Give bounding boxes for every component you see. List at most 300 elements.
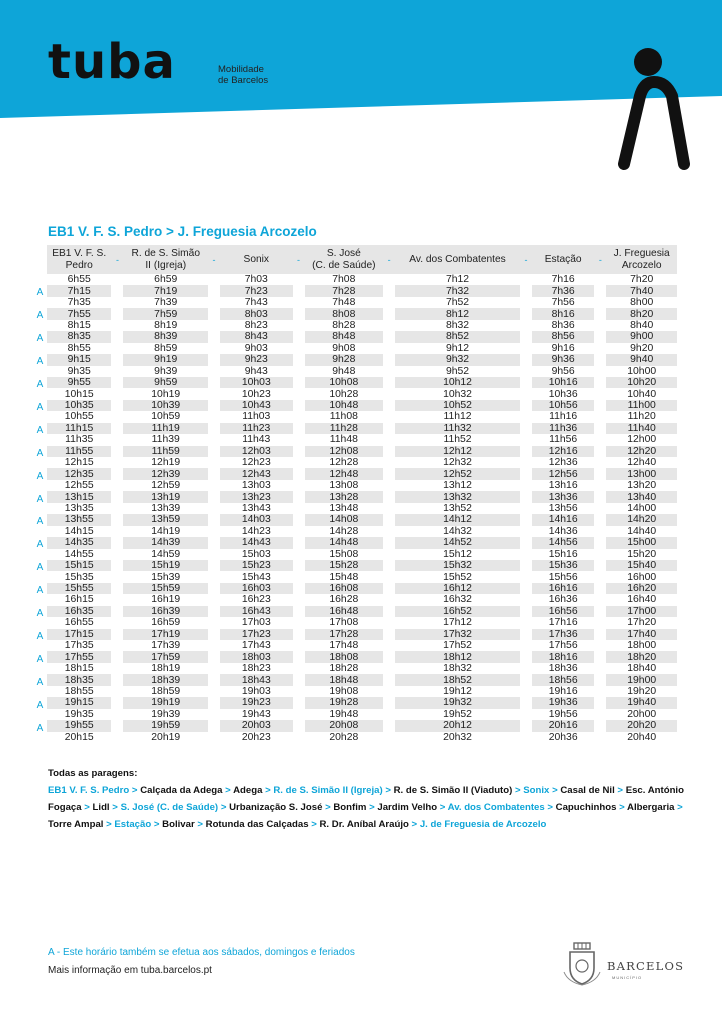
table-row xyxy=(47,343,677,354)
time-cell: 14h32 xyxy=(443,525,472,537)
cell-spacer xyxy=(208,514,220,525)
time-cell: 11h39 xyxy=(151,434,180,446)
cell-spacer xyxy=(594,651,606,662)
time-cell: 7h03 xyxy=(244,274,268,286)
cell-spacer xyxy=(520,674,532,685)
time-cell: 9h48 xyxy=(332,365,356,377)
time-cell: 8h16 xyxy=(532,308,594,319)
cell-spacer xyxy=(383,606,395,617)
cell-spacer xyxy=(383,366,395,377)
cell-spacer xyxy=(293,629,305,640)
stop-name: EB1 V. F. S. Pedro xyxy=(48,785,130,796)
cell-spacer xyxy=(293,526,305,537)
column-header xyxy=(47,245,111,274)
cell-spacer xyxy=(293,377,305,388)
stop-name: Casal de Nil xyxy=(560,785,615,796)
cell-spacer xyxy=(594,446,606,457)
weekend-marker: A xyxy=(36,699,44,711)
cell-spacer xyxy=(293,388,305,399)
cell-spacer xyxy=(111,446,123,457)
table-row xyxy=(47,537,677,548)
cell-spacer xyxy=(208,686,220,697)
time-cell: 8h12 xyxy=(395,308,520,319)
cell-spacer xyxy=(111,343,123,354)
cell-spacer xyxy=(520,331,532,342)
stop-arrow: > xyxy=(84,802,90,813)
time-cell: 12h12 xyxy=(395,446,520,457)
time-cell: 18h35 xyxy=(47,674,111,685)
cell-spacer xyxy=(594,686,606,697)
stop-arrow: > xyxy=(619,802,625,813)
time-cell: 8h52 xyxy=(395,331,520,342)
weekend-marker: A xyxy=(36,379,44,391)
cell-spacer xyxy=(293,514,305,525)
cell-spacer xyxy=(520,503,532,514)
cell-spacer xyxy=(111,594,123,605)
cell-spacer xyxy=(208,480,220,491)
cell-spacer xyxy=(111,354,123,365)
cell-spacer xyxy=(594,423,606,434)
weekend-marker: A xyxy=(36,608,44,620)
time-cell: 20h23 xyxy=(241,731,271,743)
time-cell: 9h23 xyxy=(220,354,292,365)
cell-spacer xyxy=(520,480,532,491)
time-cell: 14h03 xyxy=(220,514,292,525)
cell-spacer xyxy=(520,423,532,434)
time-cell: 14h19 xyxy=(151,525,181,537)
time-cell: 8h20 xyxy=(606,308,677,319)
cell-spacer xyxy=(293,617,305,628)
cell-spacer xyxy=(293,331,305,342)
time-cell: 15h15 xyxy=(47,560,111,571)
table-row xyxy=(47,629,677,640)
time-cell: 11h12 xyxy=(443,411,472,423)
stop-name: Capuchinhos xyxy=(555,802,617,813)
time-cell: 17h12 xyxy=(443,617,472,629)
time-cell: 19h16 xyxy=(548,685,578,697)
time-cell: 20h32 xyxy=(443,731,472,743)
time-cell: 17h00 xyxy=(606,606,677,617)
table-row xyxy=(47,732,677,743)
cell-spacer xyxy=(111,640,123,651)
cell-spacer xyxy=(520,343,532,354)
time-cell: 10h59 xyxy=(151,411,181,423)
cell-spacer xyxy=(293,400,305,411)
cell-spacer xyxy=(594,388,606,399)
time-cell: 7h43 xyxy=(244,297,268,309)
cell-spacer xyxy=(111,651,123,662)
column-separator: - xyxy=(293,245,305,274)
time-cell: 9h36 xyxy=(532,354,594,365)
cell-spacer xyxy=(383,480,395,491)
time-cell: 11h36 xyxy=(532,423,594,434)
time-cell: 18h16 xyxy=(532,651,594,662)
stop-name: Bolivar xyxy=(162,819,195,830)
stop-arrow: > xyxy=(220,802,227,813)
table-row xyxy=(47,423,677,434)
stop-name: J. de Freguesia de Arcozelo xyxy=(419,819,547,830)
cell-spacer xyxy=(208,331,220,342)
cell-spacer xyxy=(594,514,606,525)
cell-spacer xyxy=(520,468,532,479)
time-cell: 19h23 xyxy=(220,697,292,708)
cell-spacer xyxy=(383,411,395,422)
cell-spacer xyxy=(111,709,123,720)
column-header-line: Sonix xyxy=(243,253,270,265)
time-cell: 17h35 xyxy=(64,640,94,652)
time-cell: 15h08 xyxy=(329,548,359,560)
stop-name: Sonix xyxy=(523,785,550,796)
cell-spacer xyxy=(111,434,123,445)
stop-name: Urbanização S. José xyxy=(229,802,323,813)
cell-spacer xyxy=(111,285,123,296)
cell-spacer xyxy=(520,308,532,319)
table-row xyxy=(47,571,677,582)
time-cell: 20h40 xyxy=(627,731,657,743)
cell-spacer xyxy=(520,629,532,640)
time-cell: 19h43 xyxy=(241,708,271,720)
cell-spacer xyxy=(383,457,395,468)
time-cell: 20h19 xyxy=(151,731,181,743)
time-cell: 6h55 xyxy=(67,274,91,286)
weekend-marker: A xyxy=(36,470,44,482)
time-cell: 16h19 xyxy=(151,594,181,606)
cell-spacer xyxy=(208,640,220,651)
table-row xyxy=(47,285,677,296)
time-cell: 15h32 xyxy=(395,560,520,571)
cell-spacer xyxy=(594,354,606,365)
time-cell: 9h43 xyxy=(244,365,268,377)
column-header-line: Pedro xyxy=(65,259,93,271)
footer-info: Mais informação em tuba.barcelos.pt xyxy=(48,965,212,976)
column-separator: - xyxy=(383,245,395,274)
cell-spacer xyxy=(594,366,606,377)
cell-spacer xyxy=(594,411,606,422)
weekend-marker: A xyxy=(36,585,44,597)
time-cell: 9h35 xyxy=(67,365,91,377)
cell-spacer xyxy=(293,320,305,331)
time-cell: 12h55 xyxy=(64,480,94,492)
cell-spacer xyxy=(594,343,606,354)
cell-spacer xyxy=(293,274,305,285)
cell-spacer xyxy=(594,468,606,479)
table-row xyxy=(47,503,677,514)
time-cell: 14h40 xyxy=(627,525,657,537)
cell-spacer xyxy=(111,411,123,422)
time-cell: 11h19 xyxy=(123,423,208,434)
cell-spacer xyxy=(594,629,606,640)
cell-spacer xyxy=(208,446,220,457)
time-cell: 13h40 xyxy=(606,491,677,502)
cell-spacer xyxy=(594,320,606,331)
barcelos-brand: BARCELOS xyxy=(607,959,685,973)
time-cell: 14h12 xyxy=(395,514,520,525)
cell-spacer xyxy=(520,663,532,674)
time-cell: 10h28 xyxy=(329,388,359,400)
time-cell: 18h36 xyxy=(548,663,578,675)
time-cell: 9h52 xyxy=(445,365,470,377)
time-cell: 10h15 xyxy=(64,388,94,400)
time-cell: 15h20 xyxy=(627,548,657,560)
cell-spacer xyxy=(111,560,123,571)
time-cell: 20h00 xyxy=(627,708,657,720)
route-title: EB1 V. F. S. Pedro > J. Freguesia Arcozelo xyxy=(48,224,317,239)
stops-heading: Todas as paragens: xyxy=(48,768,138,779)
cell-spacer xyxy=(383,308,395,319)
cell-spacer xyxy=(293,640,305,651)
time-cell: 8h23 xyxy=(244,319,268,331)
cell-spacer xyxy=(111,629,123,640)
time-cell: 9h28 xyxy=(305,354,383,365)
time-cell: 18h59 xyxy=(151,685,181,697)
cell-spacer xyxy=(293,480,305,491)
cell-spacer xyxy=(520,720,532,731)
column-header xyxy=(532,245,594,274)
time-cell: 7h28 xyxy=(305,285,383,296)
cell-spacer xyxy=(594,606,606,617)
stop-arrow: > xyxy=(112,802,118,813)
time-cell: 20h15 xyxy=(64,731,94,743)
table-row xyxy=(47,606,677,617)
time-cell: 18h23 xyxy=(241,663,271,675)
cell-spacer xyxy=(594,732,606,743)
cell-spacer xyxy=(520,274,532,285)
cell-spacer xyxy=(594,594,606,605)
time-cell: 10h16 xyxy=(532,377,594,388)
time-cell: 16h40 xyxy=(627,594,657,606)
time-cell: 9h19 xyxy=(123,354,208,365)
time-cell: 15h00 xyxy=(606,537,677,548)
cell-spacer xyxy=(520,297,532,308)
table-row xyxy=(47,377,677,388)
time-cell: 15h23 xyxy=(220,560,292,571)
time-cell: 17h40 xyxy=(606,629,677,640)
cell-spacer xyxy=(293,434,305,445)
weekend-marker: A xyxy=(36,424,44,436)
time-cell: 14h55 xyxy=(64,548,94,560)
column-header xyxy=(220,245,292,274)
time-cell: 17h32 xyxy=(395,629,520,640)
time-cell: 17h59 xyxy=(123,651,208,662)
cell-spacer xyxy=(520,400,532,411)
cell-spacer xyxy=(293,423,305,434)
time-cell: 19h19 xyxy=(123,697,208,708)
cell-spacer xyxy=(208,366,220,377)
time-cell: 15h16 xyxy=(548,548,578,560)
time-cell: 7h16 xyxy=(551,274,575,286)
time-cell: 7h52 xyxy=(445,297,470,309)
schedule-table xyxy=(47,245,677,743)
table-row xyxy=(47,720,677,731)
cell-spacer xyxy=(111,732,123,743)
cell-spacer xyxy=(594,560,606,571)
cell-spacer xyxy=(111,480,123,491)
time-cell: 19h48 xyxy=(329,708,359,720)
time-cell: 14h36 xyxy=(548,525,578,537)
time-cell: 18h43 xyxy=(220,674,292,685)
column-header xyxy=(606,245,677,274)
cell-spacer xyxy=(293,571,305,582)
time-cell: 18h28 xyxy=(329,663,359,675)
cell-spacer xyxy=(520,537,532,548)
time-cell: 9h32 xyxy=(395,354,520,365)
time-cell: 9h03 xyxy=(244,342,268,354)
stop-arrow: > xyxy=(153,819,160,830)
cell-spacer xyxy=(208,720,220,731)
time-cell: 16h56 xyxy=(532,606,594,617)
time-cell: 7h59 xyxy=(123,308,208,319)
cell-spacer xyxy=(111,537,123,548)
time-cell: 16h15 xyxy=(64,594,94,606)
time-cell: 11h32 xyxy=(395,423,520,434)
cell-spacer xyxy=(383,320,395,331)
time-cell: 17h55 xyxy=(47,651,111,662)
time-cell: 16h03 xyxy=(220,583,292,594)
cell-spacer xyxy=(383,674,395,685)
stop-arrow: > xyxy=(514,785,521,796)
time-cell: 18h52 xyxy=(395,674,520,685)
time-cell: 19h35 xyxy=(64,708,94,720)
time-cell: 14h15 xyxy=(64,525,94,537)
column-header-line: J. Freguesia xyxy=(613,247,670,259)
cell-spacer xyxy=(111,366,123,377)
time-cell: 20h03 xyxy=(220,720,292,731)
table-row xyxy=(47,526,677,537)
time-cell: 10h56 xyxy=(532,400,594,411)
cell-spacer xyxy=(293,537,305,548)
time-cell: 16h32 xyxy=(443,594,472,606)
cell-spacer xyxy=(208,732,220,743)
time-cell: 13h08 xyxy=(329,480,359,492)
time-cell: 16h00 xyxy=(627,571,657,583)
cell-spacer xyxy=(594,308,606,319)
time-cell: 12h20 xyxy=(606,446,677,457)
cell-spacer xyxy=(383,697,395,708)
cell-spacer xyxy=(594,674,606,685)
table-row xyxy=(47,697,677,708)
time-cell: 14h35 xyxy=(47,537,111,548)
time-cell: 20h28 xyxy=(329,731,359,743)
cell-spacer xyxy=(208,457,220,468)
cell-spacer xyxy=(208,617,220,628)
time-cell: 11h48 xyxy=(329,434,358,446)
cell-spacer xyxy=(383,343,395,354)
weekend-marker: A xyxy=(36,333,44,345)
stop-arrow: > xyxy=(385,785,391,796)
table-row xyxy=(47,400,677,411)
time-cell: 16h28 xyxy=(329,594,359,606)
time-cell: 8h00 xyxy=(630,297,654,309)
time-cell: 15h56 xyxy=(548,571,578,583)
time-cell: 9h20 xyxy=(630,342,654,354)
time-cell: 18h20 xyxy=(606,651,677,662)
time-cell: 16h36 xyxy=(548,594,578,606)
time-cell: 7h20 xyxy=(630,274,654,286)
time-cell: 9h55 xyxy=(47,377,111,388)
cell-spacer xyxy=(111,617,123,628)
cell-spacer xyxy=(383,274,395,285)
stop-arrow: > xyxy=(369,802,375,813)
time-cell: 13h28 xyxy=(305,491,383,502)
time-cell: 8h40 xyxy=(630,319,654,331)
time-cell: 12h00 xyxy=(627,434,657,446)
time-cell: 19h55 xyxy=(47,720,111,731)
time-cell: 10h23 xyxy=(241,388,271,400)
time-cell: 7h55 xyxy=(47,308,111,319)
stop-name: R. de S. Simão II (Igreja) xyxy=(273,785,383,796)
cell-spacer xyxy=(111,526,123,537)
cell-spacer xyxy=(383,720,395,731)
cell-spacer xyxy=(520,411,532,422)
time-cell: 15h40 xyxy=(606,560,677,571)
weekend-marker: A xyxy=(36,516,44,528)
table-row xyxy=(47,308,677,319)
cell-spacer xyxy=(111,606,123,617)
cell-spacer xyxy=(208,423,220,434)
stop-name: Albergaria xyxy=(627,802,675,813)
tuba-logo: tuba xyxy=(48,34,176,90)
time-cell: 19h36 xyxy=(532,697,594,708)
cell-spacer xyxy=(520,640,532,651)
cell-spacer xyxy=(208,434,220,445)
time-cell: 6h59 xyxy=(154,274,178,286)
cell-spacer xyxy=(383,571,395,582)
time-cell: 13h20 xyxy=(627,480,657,492)
barcelos-brand-sub: MUNICÍPIO xyxy=(612,975,643,980)
cell-spacer xyxy=(383,514,395,525)
cell-spacer xyxy=(520,617,532,628)
cell-spacer xyxy=(383,285,395,296)
stop-arrow: > xyxy=(131,785,138,796)
time-cell: 13h23 xyxy=(220,491,292,502)
stops-items xyxy=(48,782,688,833)
time-cell: 8h28 xyxy=(332,319,356,331)
time-cell: 19h20 xyxy=(627,685,657,697)
weekend-marker: A xyxy=(36,562,44,574)
cell-spacer xyxy=(293,468,305,479)
time-cell: 15h48 xyxy=(329,571,359,583)
time-cell: 7h39 xyxy=(154,297,178,309)
weekend-marker: A xyxy=(36,653,44,665)
cell-spacer xyxy=(520,526,532,537)
cell-spacer xyxy=(208,560,220,571)
time-cell: 15h43 xyxy=(241,571,271,583)
time-cell: 12h15 xyxy=(64,457,94,469)
time-cell: 18h12 xyxy=(395,651,520,662)
time-cell: 10h43 xyxy=(220,400,292,411)
time-cell: 12h43 xyxy=(220,468,292,479)
time-cell: 13h12 xyxy=(443,480,472,492)
cell-spacer xyxy=(293,732,305,743)
time-cell: 11h43 xyxy=(242,434,271,446)
time-cell: 18h08 xyxy=(305,651,383,662)
cell-spacer xyxy=(594,640,606,651)
time-cell: 17h56 xyxy=(548,640,578,652)
time-cell: 17h16 xyxy=(548,617,578,629)
time-cell: 14h20 xyxy=(606,514,677,525)
time-cell: 10h52 xyxy=(395,400,520,411)
cell-spacer xyxy=(594,274,606,285)
time-cell: 11h03 xyxy=(242,411,271,423)
cell-spacer xyxy=(111,583,123,594)
table-row xyxy=(47,297,677,308)
time-cell: 20h16 xyxy=(532,720,594,731)
time-cell: 19h03 xyxy=(241,685,271,697)
time-cell: 11h52 xyxy=(443,434,472,446)
cell-spacer xyxy=(383,388,395,399)
time-cell: 16h12 xyxy=(395,583,520,594)
time-cell: 11h35 xyxy=(65,434,94,446)
